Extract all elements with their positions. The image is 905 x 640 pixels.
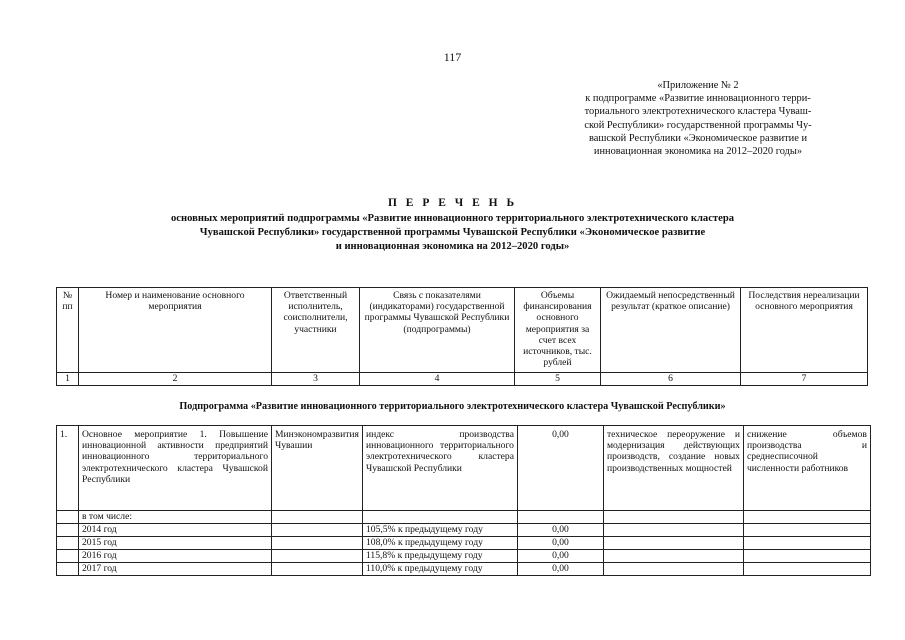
cell-number: 1. xyxy=(57,426,79,511)
column-number: 5 xyxy=(515,373,601,386)
empty-cell xyxy=(743,537,870,550)
subtitle-line: и инновационная экономика на 2012–2020 годы» xyxy=(335,241,570,252)
column-number-row xyxy=(57,373,868,386)
cell-funding: 0,00 xyxy=(517,426,603,511)
subprogram-title: Подпрограмма «Развитие инновационного территориального электротехнического кластера Чувашской Республики» xyxy=(179,401,726,412)
appendix-line: ториального электротехнического кластера Чуваш- xyxy=(584,106,812,118)
empty-cell xyxy=(603,524,743,537)
table-row-year xyxy=(57,537,871,550)
column-header-number: № пп xyxy=(57,288,79,373)
column-header-executor: Ответственный исполнитель, соисполнители, участники xyxy=(272,288,360,373)
column-number: 3 xyxy=(272,373,360,386)
column-header-funding: Объемы финансирования основного мероприятия за счет всех источников, тыс. рублей xyxy=(515,288,601,373)
appendix-line: вашской Республики «Экономическое развитие и xyxy=(588,132,808,144)
subtitle-line: Чувашской Республики» государственной программы Чувашской Республики «Экономическое развитие xyxy=(199,227,706,238)
table-row-year xyxy=(57,563,871,576)
column-number: 6 xyxy=(601,373,741,386)
empty-cell xyxy=(362,511,517,524)
table-row-main-activity xyxy=(57,426,871,511)
empty-cell xyxy=(603,563,743,576)
empty-cell xyxy=(57,511,79,524)
cell-year-indicator: 108,0% к предыдущему году xyxy=(362,537,517,550)
subtitle-line: основных мероприятий подпрограммы «Развитие инновационного территориального электротехнического кластера xyxy=(170,213,735,224)
column-header-name: Номер и наименование основного мероприятия xyxy=(79,288,272,373)
cell-activity-name: Основное мероприятие 1. Повышение инновационной активности предприятий инновационного территориального электротехнического кластера Чувашской Республики xyxy=(79,426,272,511)
cell-year-funding: 0,00 xyxy=(517,537,603,550)
empty-cell xyxy=(517,511,603,524)
appendix-note xyxy=(548,79,848,158)
cell-year-funding: 0,00 xyxy=(517,550,603,563)
column-number: 7 xyxy=(741,373,868,386)
appendix-line: инновационная экономика на 2012–2020 годы» xyxy=(593,146,803,158)
table-row-year xyxy=(57,550,871,563)
empty-cell xyxy=(743,511,870,524)
table-row-year xyxy=(57,524,871,537)
header-row xyxy=(57,288,868,373)
document-title: П Е Р Е Ч Е Н Ь xyxy=(387,197,518,209)
cell-including-label: в том числе: xyxy=(79,511,272,524)
cell-year-funding: 0,00 xyxy=(517,524,603,537)
header-table xyxy=(56,287,868,386)
appendix-line: к подпрограмме «Развитие инновационного терри- xyxy=(585,93,811,105)
cell-year-indicator: 105,5% к предыдущему году xyxy=(362,524,517,537)
empty-cell xyxy=(603,511,743,524)
empty-cell xyxy=(603,550,743,563)
empty-cell xyxy=(57,537,79,550)
cell-year: 2017 год xyxy=(79,563,272,576)
column-number: 4 xyxy=(360,373,515,386)
empty-cell xyxy=(272,550,363,563)
cell-consequence: снижение объемов производства и среднесписочной численности работников xyxy=(743,426,870,511)
table-row-including xyxy=(57,511,871,524)
appendix-line: ской Республики» государственной программы Чу- xyxy=(584,119,812,131)
empty-cell xyxy=(272,524,363,537)
cell-year-funding: 0,00 xyxy=(517,563,603,576)
empty-cell xyxy=(57,550,79,563)
column-number: 1 xyxy=(57,373,79,386)
empty-cell xyxy=(272,537,363,550)
cell-indicator: индекс производства инновационного территориального электротехнического кластера Чувашской Республики xyxy=(362,426,517,511)
empty-cell xyxy=(743,524,870,537)
column-number: 2 xyxy=(79,373,272,386)
empty-cell xyxy=(57,563,79,576)
column-header-consequence: Последствия нереализации основного мероприятия xyxy=(741,288,868,373)
empty-cell xyxy=(743,550,870,563)
cell-year-indicator: 110,0% к предыдущему году xyxy=(362,563,517,576)
empty-cell xyxy=(272,511,363,524)
document-subtitle xyxy=(0,212,905,254)
column-header-indicator: Связь с показателями (индикаторами) государственной программы Чувашской Республики (подпрограммы) xyxy=(360,288,515,373)
appendix-line: «Приложение № 2 xyxy=(657,80,739,91)
cell-executor: Минэкономразвития Чувашии xyxy=(272,426,363,511)
empty-cell xyxy=(603,537,743,550)
activities-table xyxy=(56,425,871,576)
cell-result: техническое переоружение и модернизация действующих производств, создание новых производственных мощностей xyxy=(603,426,743,511)
empty-cell xyxy=(743,563,870,576)
cell-year-indicator: 115,8% к предыдущему году xyxy=(362,550,517,563)
empty-cell xyxy=(57,524,79,537)
column-header-result: Ожидаемый непосредственный результат (краткое описание) xyxy=(601,288,741,373)
cell-year: 2016 год xyxy=(79,550,272,563)
cell-year: 2015 год xyxy=(79,537,272,550)
page-number: 117 xyxy=(443,50,462,64)
empty-cell xyxy=(272,563,363,576)
cell-year: 2014 год xyxy=(79,524,272,537)
